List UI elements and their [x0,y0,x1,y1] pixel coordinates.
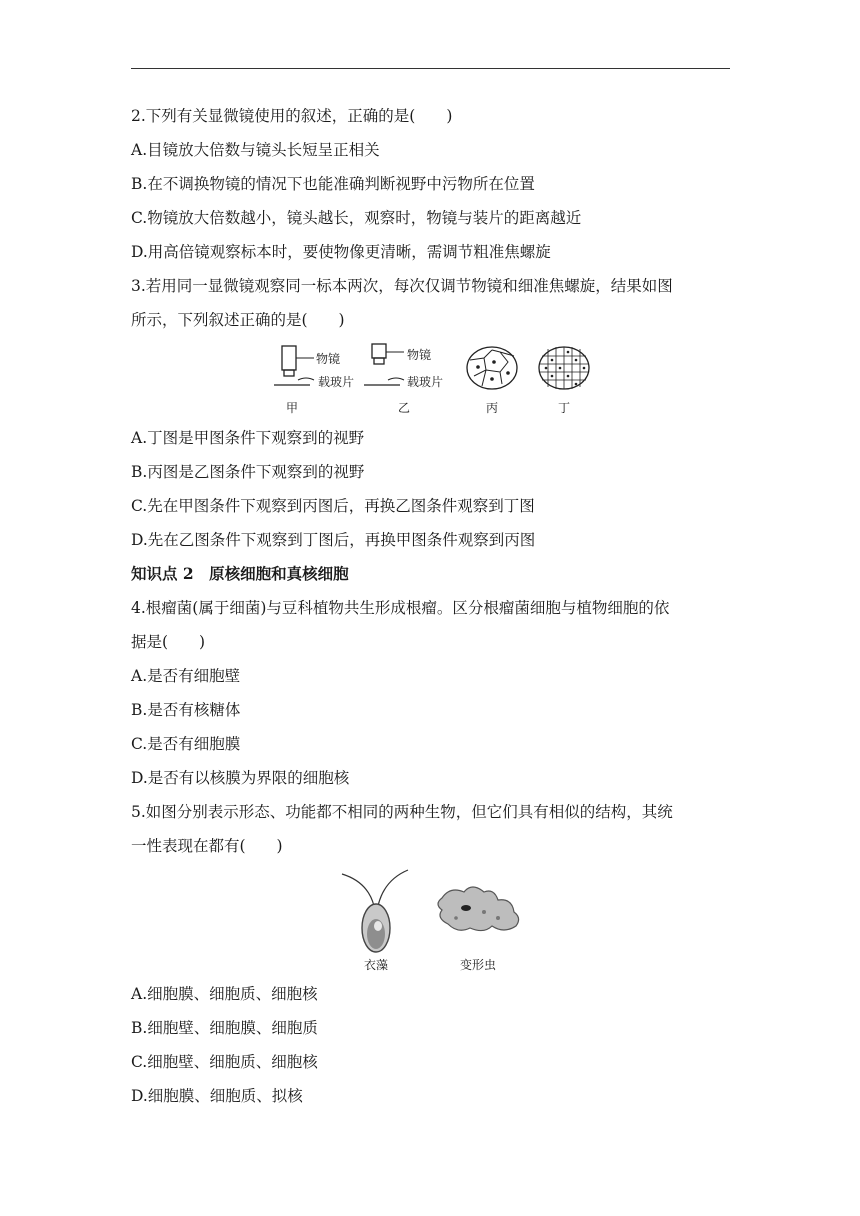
caption-jia: 甲 [286,401,299,415]
q4-stem-line1: 4.根瘤菌(属于细菌)与豆科植物共生形成根瘤。区分根瘤菌细胞与植物细胞的依 [131,599,670,617]
microscope-figure [270,340,610,418]
caption-bing: 丙 [486,401,499,415]
q2-option-b: B.在不调换物镜的情况下也能准确判断视野中污物所在位置 [131,175,535,193]
q3-option-d: D.先在乙图条件下观察到丁图后，再换甲图条件观察到丙图 [131,531,536,549]
q3-option-a: A.丁图是甲图条件下观察到的视野 [131,429,365,447]
q4-option-b: B.是否有核糖体 [131,701,241,719]
q2-option-c: C.物镜放大倍数越小，镜头越长，观察时，物镜与装片的距离越近 [131,209,582,227]
q3-option-c: C.先在甲图条件下观察到丙图后，再换乙图条件观察到丁图 [131,497,535,515]
section-heading: 知识点 2 原核细胞和真核细胞 [131,564,349,583]
q2-option-a: A.目镜放大倍数与镜头长短呈正相关 [131,141,380,159]
q4-option-c: C.是否有细胞膜 [131,735,241,753]
q5-stem-line1: 5.如图分别表示形态、功能都不相同的两种生物，但它们具有相似的结构，其统 [131,803,673,821]
caption-amoeba: 变形虫 [460,958,497,972]
flagellum-right [378,870,408,906]
q5-option-c: C.细胞壁、细胞质、细胞核 [131,1053,318,1071]
q5-stem-line2: 一性表现在都有( ) [131,837,283,855]
caption-ding: 丁 [558,401,571,415]
q5-option-a: A.细胞膜、细胞质、细胞核 [131,985,318,1003]
q4-option-a: A.是否有细胞壁 [131,667,241,685]
q2-option-d: D.用高倍镜观察标本时，要使物像更清晰，需调节粗准焦螺旋 [131,243,551,261]
objective-label-yi: 物镜 [407,348,432,362]
q5-option-d: D.细胞膜、细胞质、拟核 [131,1087,303,1105]
objective-label-jia: 物镜 [316,352,341,366]
caption-chlamydomonas: 衣藻 [364,958,389,972]
slide-label-jia: 载玻片 [318,375,355,389]
header-rule [131,68,730,69]
q4-stem-line2: 据是( ) [131,633,206,651]
q2-stem: 2.下列有关显微镜使用的叙述，正确的是( ) [131,107,453,125]
q3-stem-line1: 3.若用同一显微镜观察同一标本两次，每次仅调节物镜和细准焦螺旋，结果如图 [131,277,673,295]
q5-option-b: B.细胞壁、细胞膜、细胞质 [131,1019,318,1037]
q3-option-b: B.丙图是乙图条件下观察到的视野 [131,463,365,481]
flagellum-left [342,874,374,906]
organism-figure [338,868,538,974]
slide-label-yi: 载玻片 [407,375,444,389]
q3-stem-line2: 所示，下列叙述正确的是( ) [131,311,345,329]
q4-option-d: D.是否有以核膜为界限的细胞核 [131,769,350,787]
caption-yi: 乙 [398,401,411,415]
